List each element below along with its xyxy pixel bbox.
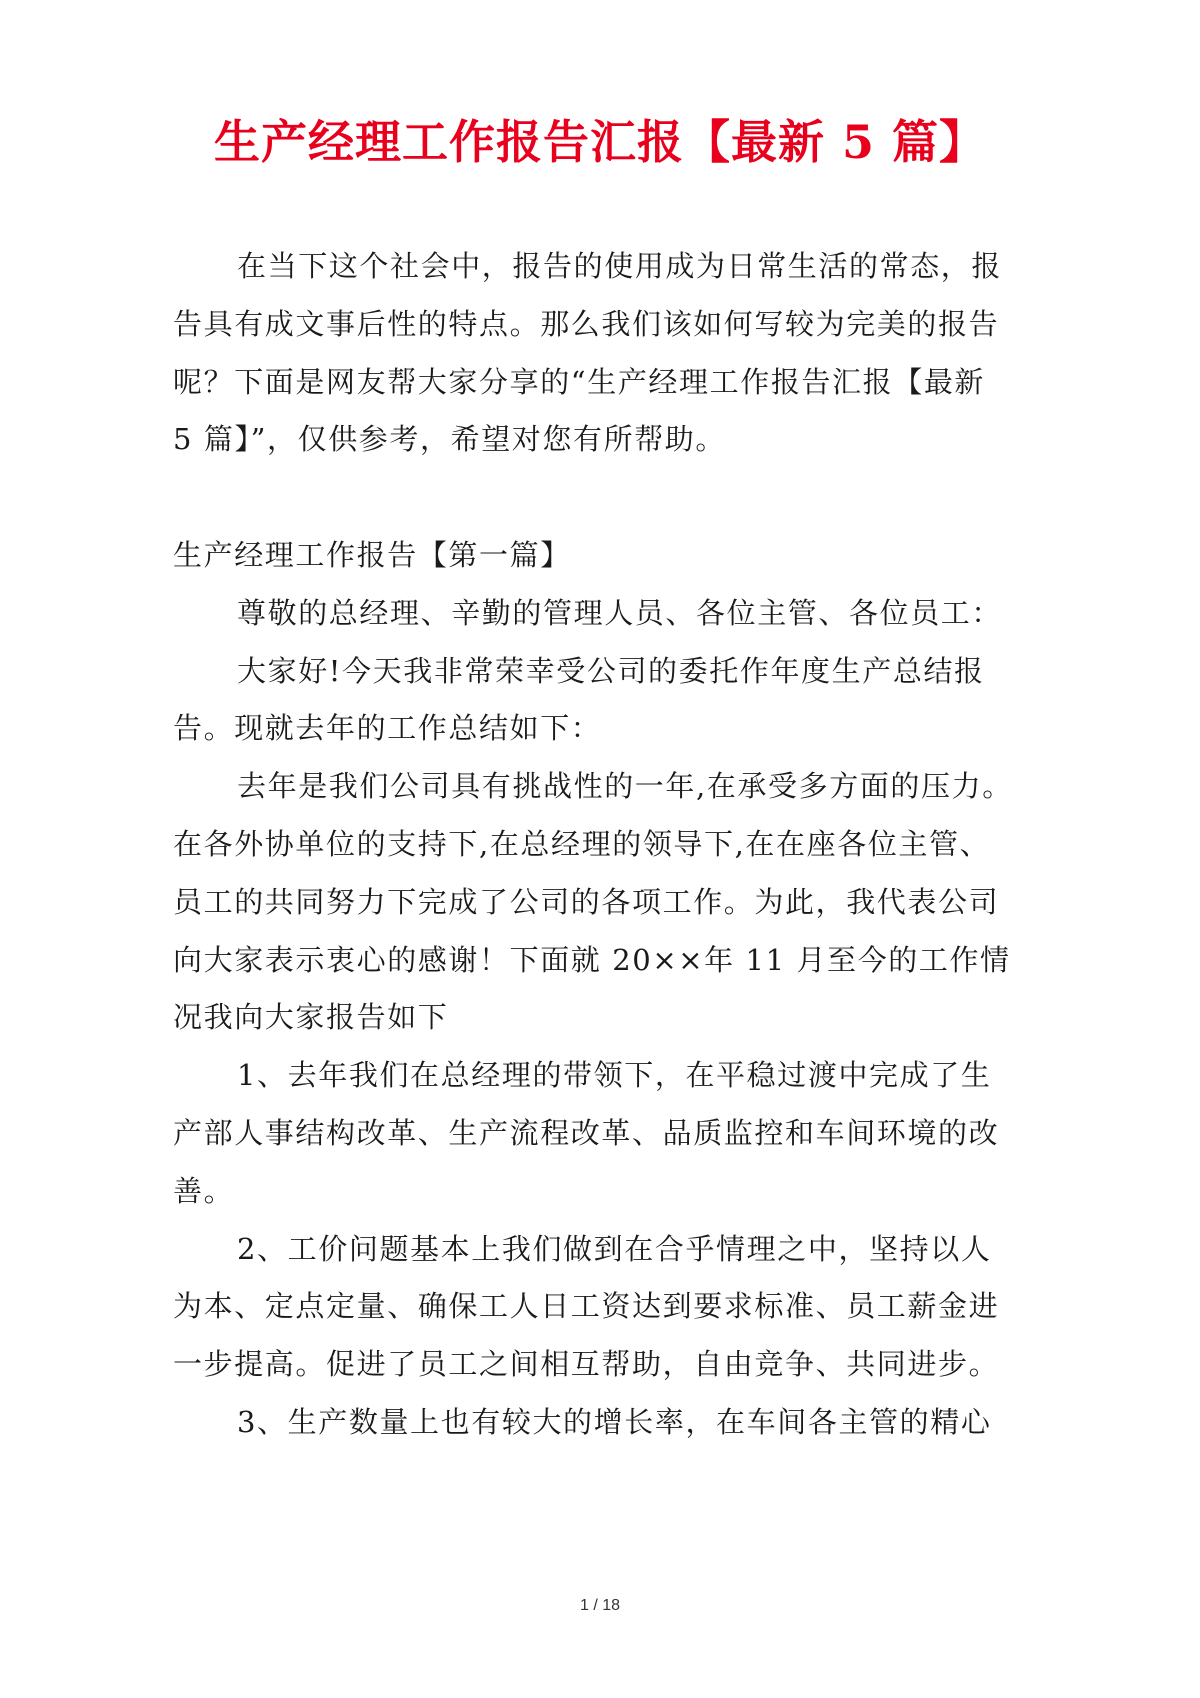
list-item-2 [173, 1221, 1035, 1394]
text-line: 去年是我们公司具有挑战性的一年,在承受多方面的压力。 [237, 769, 1013, 804]
text-line: 告具有成文事后性的特点。那么我们该如何写较为完美的报告 [173, 306, 1000, 341]
paragraph-opening [173, 643, 1035, 759]
text-line: 况我向大家报告如下 [173, 1000, 449, 1035]
list-item-3 [173, 1394, 1035, 1452]
greeting-line: 尊敬的总经理、辛勤的管理人员、各位主管、各位员工： [237, 595, 1003, 630]
paragraph-gap [173, 469, 1035, 527]
text-line: 告。现就去年的工作总结如下： [173, 711, 602, 746]
text-line: 1、去年我们在总经理的带领下，在平稳过渡中完成了生 [237, 1058, 992, 1093]
text-line: 呢？下面是网友帮大家分享的“生产经理工作报告汇报【最新 [173, 364, 986, 399]
text-line: 在当下这个社会中，报告的使用成为日常生活的常态，报 [237, 249, 1003, 283]
text-line: 员工的共同努力下完成了公司的各项工作。为此，我代表公司 [173, 884, 1000, 919]
text-line: 善。 [173, 1173, 235, 1208]
text-line: 向大家表示衷心的感谢！下面就 20××年 11 月至今的工作情 [173, 942, 1011, 977]
text-line: 产部人事结构改革、生产流程改革、品质监控和车间环境的改 [173, 1115, 1000, 1150]
text-line: 5 篇】”，仅供参考，希望对您有所帮助。 [173, 422, 726, 457]
paragraph-summary [173, 758, 1035, 1047]
list-item-1 [173, 1047, 1035, 1220]
document-body [173, 238, 1035, 1452]
intro-paragraph [173, 238, 1035, 469]
text-line: 大家好!今天我非常荣幸受公司的委托作年度生产总结报 [237, 653, 985, 688]
text-line: 一步提高。促进了员工之间相互帮助，自由竞争、共同进步。 [173, 1347, 1000, 1382]
text-line: 为本、定点定量、确保工人日工资达到要求标准、员工薪金进 [173, 1289, 1000, 1324]
text-line: 在各外协单位的支持下,在总经理的领导下,在在座各位主管、 [173, 826, 991, 861]
text-line: 3、生产数量上也有较大的增长率，在车间各主管的精心 [237, 1404, 992, 1439]
document-title: 生产经理工作报告汇报【最新 5 篇】 [213, 115, 987, 169]
text-line: 2、工价问题基本上我们做到在合乎情理之中，坚持以人 [237, 1231, 992, 1266]
section-heading: 生产经理工作报告【第一篇】 [173, 537, 571, 572]
page-number: 1 / 18 [579, 1597, 621, 1614]
